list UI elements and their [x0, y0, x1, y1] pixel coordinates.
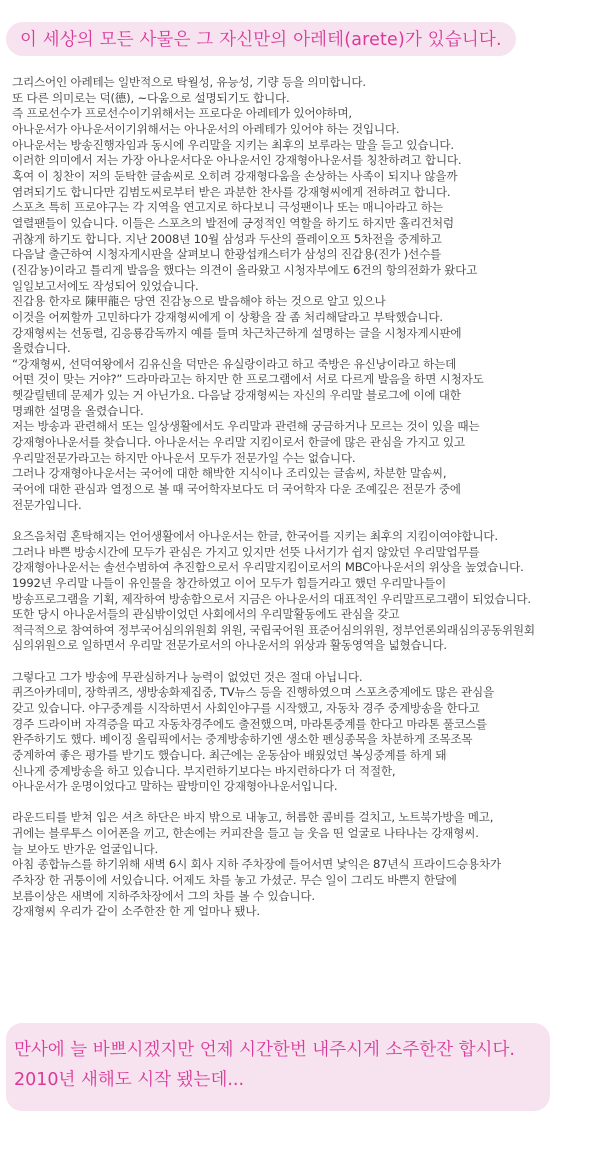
paragraph-2 — [12, 529, 594, 654]
text-line: 국어에 대한 관심과 열정으로 볼 때 국어학자보다도 더 국어학자 다운 조예깊은 전문가 중에 — [12, 482, 461, 497]
text-line: 어떤 것이 맞는 거야?” 드라마라고는 하지만 한 프로그램에서 서로 다르게 발음을 하면 시청자도 — [12, 372, 484, 387]
text-line: 명쾌한 설명을 올렸습니다. — [12, 403, 144, 418]
text-line: 다음날 출근하여 시청자게시판을 살펴보니 한광섭캐스터가 삼성의 진갑용(진가 )선수를 — [12, 247, 442, 262]
paragraph-gap — [12, 654, 594, 670]
text-line: 저는 방송과 관련해서 또는 일상생활에서도 우리말과 관련해 궁금하거나 모르는 것이 있을 때는 — [12, 419, 480, 434]
title-banner — [6, 22, 516, 56]
text-line: 아침 종합뉴스를 하기위해 새벽 6시 회사 지하 주차장에 들어서면 낯익은 87년식 프라이드승용차가 — [12, 857, 501, 872]
text-line: 귀에는 블루투스 이어폰을 끼고, 한손에는 커피잔을 들고 늘 웃음 띤 얼굴로 나타나는 강재형씨. — [12, 826, 479, 841]
paragraph-3 — [12, 670, 594, 795]
closing-banner — [6, 1023, 550, 1111]
text-line: 또한 당시 아나운서들의 관심밖이었던 사회에서의 우리말활동에도 관심을 갖고 — [12, 607, 400, 622]
closing-line: 2010년 새해도 시작 됐는데... — [14, 1070, 245, 1090]
text-line: (진감뇽)이라고 틀리게 발음을 했다는 의견이 올라왔고 시청자부에도 6건의 항의전화가 왔다고 — [12, 262, 478, 277]
text-line: 적극적으로 참여하여 정부국어심의위원회 위원, 국립국어원 표준어심의위원, 정부언론외래심의공동위원회 — [12, 622, 535, 637]
text-line: 중계하여 좋은 평가를 받기도 했습니다. 최근에는 운동삼아 배웠었던 복싱중계를 하게 돼 — [12, 747, 447, 762]
text-line: 아나운서가 운명이었다고 말하는 팔방미인 강재형아나운서입니다. — [12, 779, 338, 794]
text-line: 즉 프로선수가 프로선수이기위해서는 프로다운 아레테가 있어야하며, — [12, 106, 352, 121]
text-line: 이러한 의미에서 저는 가장 아나운서다운 아나운서인 강재형아나운서를 칭찬하려고 합니다. — [12, 153, 462, 168]
text-line: 강재형아나운서를 찾습니다. 아나운서는 우리말 지킴이로서 한글에 많은 관심을 가지고 있고 — [12, 435, 465, 450]
paragraph-4 — [12, 810, 594, 920]
paragraph-gap — [12, 795, 594, 811]
text-line: 심의위원으로 일하면서 우리말 전문가로서의 아나운서의 위상과 활동영역을 넓혔습니다. — [12, 638, 447, 653]
closing-line: 만사에 늘 바쁘시겠지만 언제 시간한번 내주시게 소주한잔 합시다. — [14, 1040, 515, 1060]
text-line: 혹여 이 칭찬이 저의 둔탁한 글솜씨로 오히려 강재형다움을 손상하는 사족이 되지나 않을까 — [12, 168, 458, 183]
text-line: 신나게 중계방송을 하고 있습니다. 부지런하기보다는 바지런하다가 더 적절한, — [12, 763, 396, 778]
text-line: 우리말전문가라고는 하지만 아나운서 모두가 전문가일 수는 없습니다. — [12, 450, 356, 465]
text-line: 진갑용 한자로 陳甲龍은 당연 진감뇽으로 발음해야 하는 것으로 알고 있으나 — [12, 294, 386, 309]
article-body — [12, 75, 594, 920]
text-line: 올렸습니다. — [12, 341, 71, 356]
text-line: 늘 보아도 반가운 얼굴입니다. — [12, 841, 158, 856]
text-line: 일일보고서에도 작성되어 있었습니다. — [12, 278, 199, 293]
text-line: 그렇다고 그가 방송에 무관심하거나 능력이 없었던 것은 절대 아닙니다. — [12, 669, 363, 684]
text-line: 그러나 바쁜 방송시간에 모두가 관심은 가지고 있지만 선뜻 나서기가 쉽지 않았던 우리말업무를 — [12, 544, 480, 559]
text-line: 퀴즈아카데미, 장학퀴즈, 생방송화제집중, TV뉴스 등을 진행하였으며 스포츠중계에도 많은 관심을 — [12, 685, 494, 700]
text-line: 아나운서는 방송진행자임과 동시에 우리말을 지키는 최후의 보루라는 말을 듣고 있습니다. — [12, 137, 454, 152]
text-line: 헷갈릴텐데 문제가 있는 거 아닌가요. 다음날 강재형씨는 자신의 우리말 블로그에 이에 대한 — [12, 388, 461, 403]
text-line: 강재형씨 우리가 같이 소주한잔 한 게 얼마나 됐나. — [12, 904, 260, 919]
text-line: 갖고 있습니다. 야구중계를 시작하면서 사회인야구를 시작했고, 자동차 경주 중계방송을 한다고 — [12, 700, 480, 715]
text-line: 강재형아나운서는 솔선수범하여 추진함으로서 우리말지킴이로서의 MBC아나운서의 위상을 높였습니다. — [12, 560, 524, 575]
text-line: 보름이상은 새벽에 지하주차장에서 그의 차를 볼 수 있습니다. — [12, 888, 315, 903]
text-line: 완주하기도 했다. 베이징 올림픽에서는 중계방송하기엔 생소한 펜싱종목을 차분하게 조목조목 — [12, 732, 473, 747]
text-line: 그러나 강재형아나운서는 국어에 대한 해박한 지식이나 조리있는 글솜씨, 차분한 말솜씨, — [12, 466, 447, 481]
text-line: 귀찮게 하기도 합니다. 지난 2008년 10월 삼성과 두산의 플레이오프 5차전을 중계하고 — [12, 231, 442, 246]
text-line: 또 다른 의미로는 덕(德), ~다움으로 설명되기도 합니다. — [12, 90, 290, 105]
text-line: 이것을 어찌할까 고민하다가 강재형씨에게 이 상황을 잘 좀 처리해달라고 부탁했습니다. — [12, 309, 443, 324]
paragraph-gap — [12, 513, 594, 529]
text-line: 열렬팬들이 있습니다. 이들은 스포츠의 발전에 긍정적인 역할을 하기도 하지만 훌리건처럼 — [12, 215, 454, 230]
paragraph-1 — [12, 75, 594, 513]
text-line: 아나운서가 아나운서이기위해서는 아나운서의 아레테가 있어야 하는 것입니다. — [12, 121, 400, 136]
text-line: 1992년 우리말 나들이 유인물을 창간하였고 이어 모두가 힘들거라고 했던 우리말나들이 — [12, 575, 447, 590]
text-line: 주차장 한 귀퉁이에 서있습니다. 어제도 차를 놓고 가셨군. 무슨 일이 그리도 바쁜지 한달에 — [12, 873, 457, 887]
text-line: 염려되기도 합니다만 김범도씨로부터 받은 과분한 찬사를 강재형씨에게 전하려고 합니다. — [12, 184, 451, 199]
text-line: “강재형씨, 선덕여왕에서 김유신을 덕만은 유실랑이라고 하고 죽방은 유신낭이라고 하는데 — [12, 356, 457, 371]
text-line: 그리스어인 아레테는 일반적으로 탁월성, 유능성, 기량 등을 의미합니다. — [12, 75, 366, 89]
text-line: 전문가입니다. — [12, 497, 82, 512]
text-line: 스포츠 특히 프로야구는 각 지역을 연고지로 하다보니 극성팬이나 또는 매니아라고 하는 — [12, 200, 443, 215]
text-line: 방송프로그램을 기획, 제작하여 방송함으로서 지금은 아나운서의 대표적인 우리말프로그램이 되었습니다. — [12, 591, 531, 606]
text-line: 강재형씨는 선동렬, 김응룡감독까지 예를 들며 차근차근하게 설명하는 글을 시청자게시판에 — [12, 325, 462, 340]
text-line: 라운드티를 받쳐 입은 셔츠 하단은 바지 밖으로 내놓고, 허름한 콤비를 걸치고, 노트북가방을 메고, — [12, 810, 494, 825]
text-line: 요즈음처럼 혼탁해지는 언어생활에서 아나운서는 한글, 한국어를 지키는 최후의 지킴이여야합니다. — [12, 528, 498, 543]
page-title: 이 세상의 모든 사물은 그 자신만의 아레테(arete)가 있습니다. — [20, 30, 502, 50]
text-line: 경주 드라이버 자격증을 따고 자동차경주에도 출전했으며, 마라톤중계를 한다고 마라톤 풀코스를 — [12, 716, 487, 731]
